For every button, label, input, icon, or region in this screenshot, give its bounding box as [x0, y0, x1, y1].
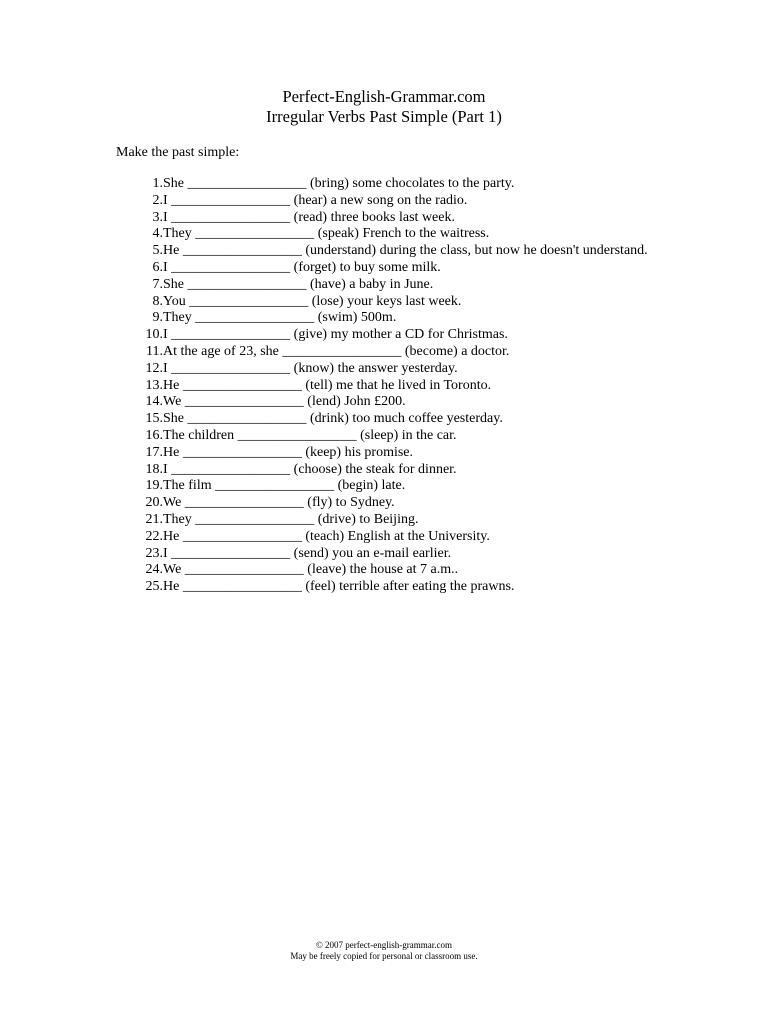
exercise-sentence: She _________________ (drink) too much coffee yesterday. [163, 411, 503, 427]
exercise-number: 13. [145, 377, 163, 393]
exercise-item [130, 344, 650, 361]
exercise-item [130, 462, 650, 479]
exercise-item [130, 260, 650, 277]
exercise-item [130, 512, 650, 529]
exercise-number: 5. [152, 243, 163, 259]
exercise-number-cell [130, 260, 163, 277]
exercise-item [130, 529, 650, 546]
exercise-sentence: I _________________ (choose) the steak for dinner. [163, 461, 457, 477]
site-name: Perfect-English-Grammar.com [282, 87, 486, 106]
exercise-item [130, 294, 650, 311]
exercise-number-cell [130, 579, 163, 596]
exercise-number-cell [130, 310, 163, 327]
exercise-sentence: The film _________________ (begin) late. [163, 478, 406, 494]
exercise-number: 20. [145, 495, 163, 511]
exercise-number-cell [130, 462, 163, 479]
exercise-number-cell [130, 411, 163, 428]
exercise-number-cell [130, 327, 163, 344]
exercise-number: 2. [152, 192, 163, 208]
exercise-number: 4. [152, 226, 163, 242]
exercise-sentence: He _________________ (understand) during the class, but now he doesn't understand. [163, 243, 648, 259]
exercise-number: 6. [152, 259, 163, 275]
exercise-item [130, 361, 650, 378]
exercise-item [130, 546, 650, 563]
exercise-number: 21. [145, 511, 163, 527]
exercise-sentence: We _________________ (leave) the house at 7 a.m.. [163, 562, 459, 578]
exercise-item [130, 579, 650, 596]
exercise-number: 14. [145, 394, 163, 410]
exercise-sentence: At the age of 23, she _________________ (become) a doctor. [163, 343, 510, 359]
exercise-sentence: I _________________ (give) my mother a CD for Christmas. [163, 327, 508, 343]
exercise-number-cell [130, 210, 163, 227]
exercise-number-cell [130, 277, 163, 294]
exercise-number-cell [130, 378, 163, 395]
exercise-number-cell [130, 361, 163, 378]
exercise-sentence: He _________________ (teach) English at the University. [163, 528, 490, 544]
exercise-sentence: They _________________ (swim) 500m. [163, 310, 397, 326]
exercise-sentence: I _________________ (read) three books last week. [163, 209, 455, 225]
exercise-item [130, 226, 650, 243]
exercise-number-cell [130, 562, 163, 579]
exercise-sentence: He _________________ (keep) his promise. [163, 444, 414, 460]
exercise-item [130, 495, 650, 512]
exercise-number: 3. [152, 209, 163, 225]
exercise-number: 24. [145, 562, 163, 578]
exercise-number-cell [130, 243, 163, 260]
exercise-number: 19. [145, 478, 163, 494]
instruction-text: Make the past simple: [116, 145, 240, 160]
exercise-number-cell [130, 478, 163, 495]
exercise-sentence: The children _________________ (sleep) in the car. [163, 427, 457, 443]
exercise-item [130, 327, 650, 344]
worksheet-title: Irregular Verbs Past Simple (Part 1) [266, 107, 502, 126]
exercise-sentence: I _________________ (forget) to buy some milk. [163, 259, 441, 275]
exercise-number: 8. [152, 293, 163, 309]
exercise-number: 10. [145, 327, 163, 343]
exercise-item [130, 428, 650, 445]
exercise-item [130, 310, 650, 327]
exercise-number: 23. [145, 545, 163, 561]
license-text: May be freely copied for personal or classroom use. [290, 951, 478, 961]
exercise-sentence: He _________________ (tell) me that he lived in Toronto. [163, 377, 492, 393]
exercise-number: 17. [145, 444, 163, 460]
exercise-item [130, 562, 650, 579]
exercise-item [130, 176, 650, 193]
exercise-number: 11. [146, 343, 163, 359]
exercise-number-cell [130, 394, 163, 411]
exercise-number-cell [130, 512, 163, 529]
exercise-number: 12. [145, 360, 163, 376]
page-footer [0, 940, 768, 962]
exercise-number-cell [130, 294, 163, 311]
exercise-item [130, 243, 650, 260]
exercise-sentence: We _________________ (fly) to Sydney. [163, 495, 395, 511]
exercise-item [130, 210, 650, 227]
exercise-number-cell [130, 495, 163, 512]
exercise-number: 7. [152, 276, 163, 292]
worksheet-header [0, 87, 768, 127]
exercise-number-cell [130, 226, 163, 243]
exercise-sentence: I _________________ (know) the answer yesterday. [163, 360, 458, 376]
exercise-item [130, 193, 650, 210]
exercise-sentence: We _________________ (lend) John £200. [163, 394, 406, 410]
exercise-sentence: I _________________ (send) you an e-mail earlier. [163, 545, 452, 561]
exercise-item [130, 394, 650, 411]
copyright-text: © 2007 perfect-english-grammar.com [315, 940, 453, 950]
exercise-sentence: You _________________ (lose) your keys last week. [163, 293, 462, 309]
exercise-number-cell [130, 445, 163, 462]
exercise-number: 1. [152, 176, 163, 191]
exercise-number-cell [130, 546, 163, 563]
exercise-sentence: She _________________ (have) a baby in June. [163, 276, 434, 292]
exercise-number: 25. [145, 579, 163, 595]
exercise-number: 16. [145, 427, 163, 443]
exercise-sentence: I _________________ (hear) a new song on the radio. [163, 192, 468, 208]
exercise-number-cell [130, 176, 163, 193]
exercise-sentence: They _________________ (drive) to Beijing. [163, 511, 419, 527]
exercise-sentence: He _________________ (feel) terrible after eating the prawns. [163, 579, 515, 595]
exercise-item [130, 411, 650, 428]
exercise-item [130, 277, 650, 294]
exercise-number: 22. [145, 528, 163, 544]
exercise-sentence: She _________________ (bring) some chocolates to the party. [163, 176, 515, 191]
exercise-number-cell [130, 428, 163, 445]
exercise-number-cell [130, 529, 163, 546]
exercise-sentence: They _________________ (speak) French to the waitress. [163, 226, 490, 242]
exercise-number-cell [130, 193, 163, 210]
exercise-item [130, 478, 650, 495]
exercise-number: 18. [145, 461, 163, 477]
exercise-number: 15. [145, 411, 163, 427]
exercise-list [130, 176, 650, 596]
exercise-number: 9. [152, 310, 163, 326]
exercise-item [130, 378, 650, 395]
exercise-number-cell [130, 344, 163, 361]
exercise-item [130, 445, 650, 462]
